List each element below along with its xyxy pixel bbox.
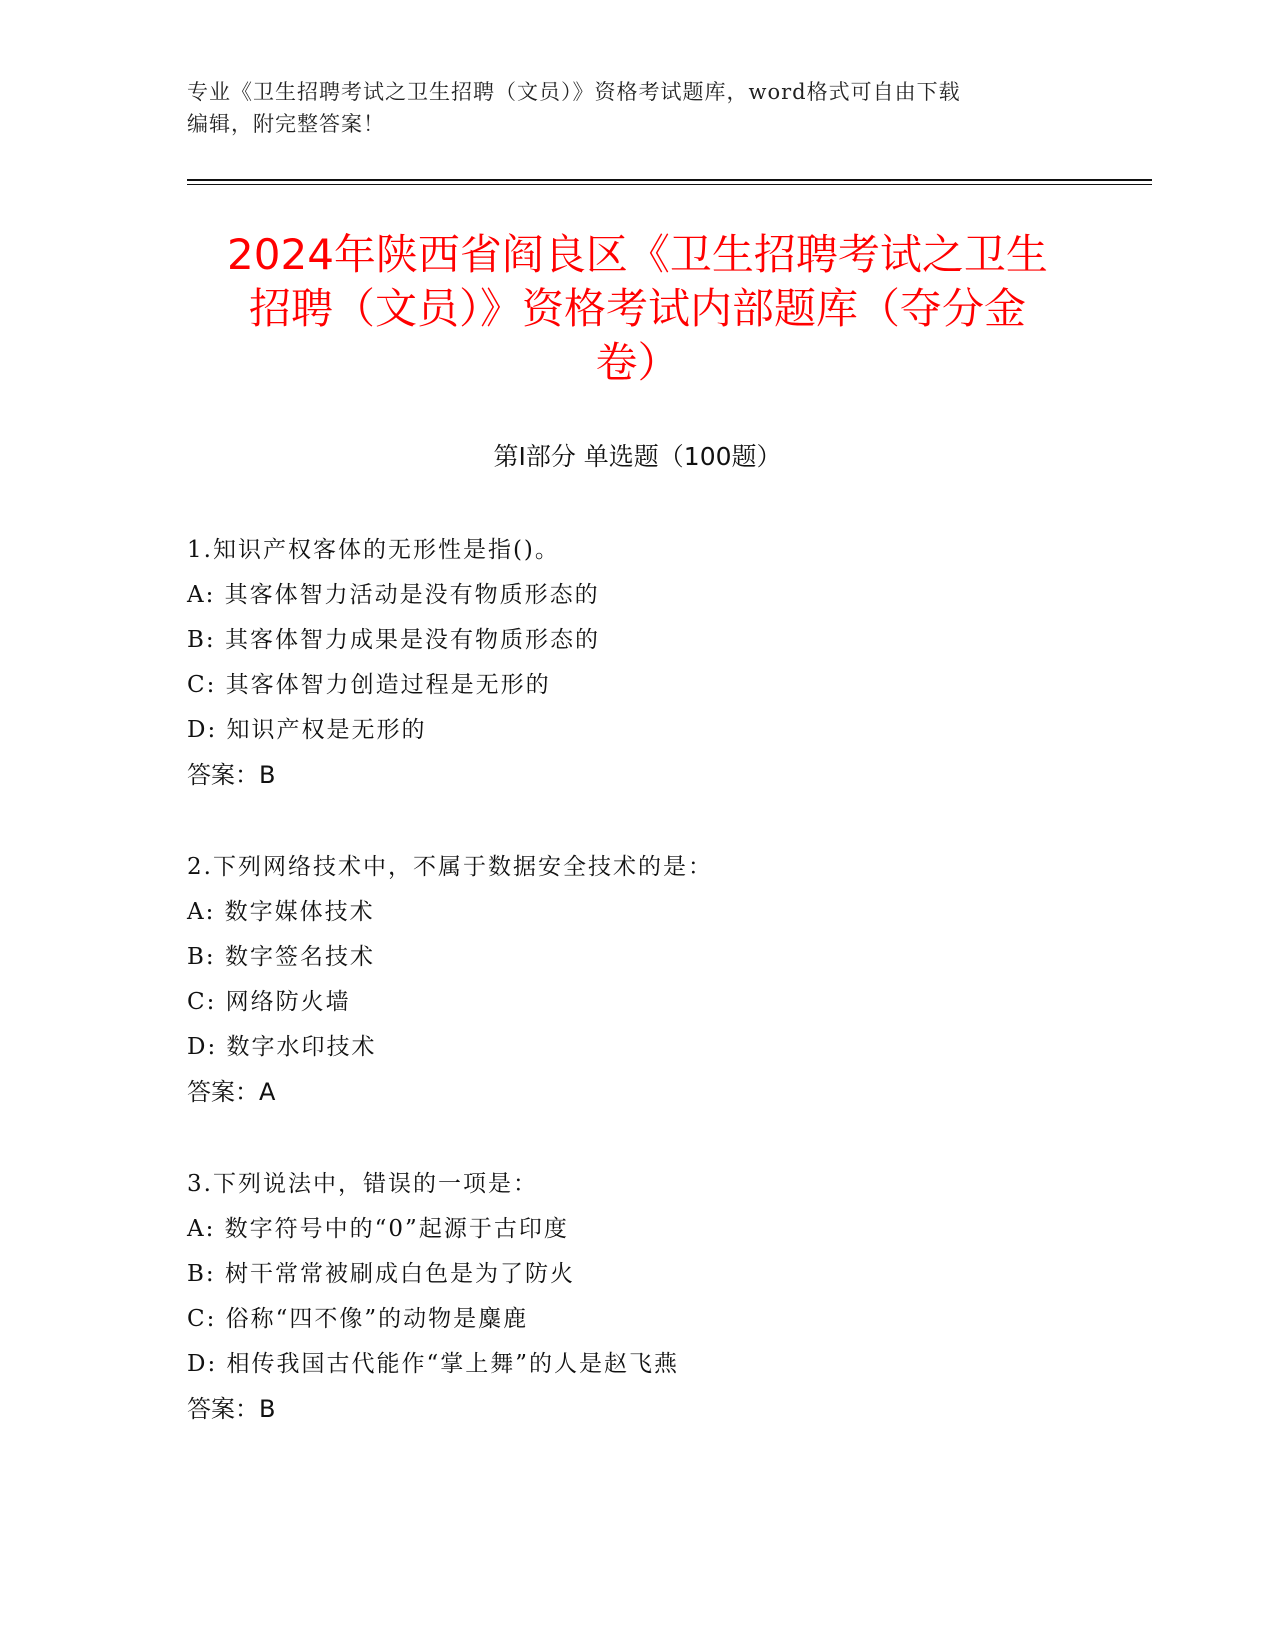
document-title-line-1: 2024年陕西省阎良区《卫生招聘考试之卫生	[227, 230, 1048, 279]
option-d: D: 知识产权是无形的	[187, 717, 427, 743]
answer-line: 答案：B	[187, 761, 276, 789]
question-stem: 2.下列网络技术中，不属于数据安全技术的是：	[187, 854, 713, 880]
option-d: D: 数字水印技术	[187, 1034, 377, 1060]
document-title	[150, 228, 1125, 390]
answer-line: 答案：A	[187, 1078, 276, 1106]
option-a: A: 数字媒体技术	[187, 899, 375, 925]
option-b: B: 其客体智力成果是没有物质形态的	[187, 627, 600, 653]
option-c: C: 俗称“四不像”的动物是麋鹿	[187, 1306, 529, 1332]
option-a: A: 其客体智力活动是没有物质形态的	[187, 582, 600, 608]
question-stem: 1.知识产权客体的无形性是指()。	[187, 537, 560, 563]
header-note-line-1: 专业《卫生招聘考试之卫生招聘（文员）》资格考试题库，word格式可自由下载	[187, 80, 961, 104]
option-a: A: 数字符号中的“0”起源于古印度	[187, 1216, 569, 1242]
section-heading: 第Ⅰ部分 单选题（100题）	[493, 442, 782, 471]
option-d: D: 相传我国古代能作“掌上舞”的人是赵飞燕	[187, 1351, 680, 1377]
option-c: C: 其客体智力创造过程是无形的	[187, 672, 551, 698]
option-c: C: 网络防火墙	[187, 989, 351, 1015]
document-title-line-3: 卷）	[595, 338, 680, 387]
option-b: B: 数字签名技术	[187, 944, 375, 970]
question-item	[187, 1162, 1147, 1432]
answer-line: 答案：B	[187, 1395, 276, 1423]
question-stem: 3.下列说法中，错误的一项是：	[187, 1171, 538, 1197]
header-note	[187, 76, 1087, 140]
question-list	[187, 528, 1147, 1479]
header-note-line-2: 编辑，附完整答案！	[187, 112, 385, 136]
header-divider	[187, 179, 1152, 185]
option-b: B: 树干常常被刷成白色是为了防火	[187, 1261, 575, 1287]
question-item	[187, 528, 1147, 798]
question-item	[187, 845, 1147, 1115]
document-title-line-2: 招聘（文员）》资格考试内部题库（夺分金	[248, 284, 1026, 333]
